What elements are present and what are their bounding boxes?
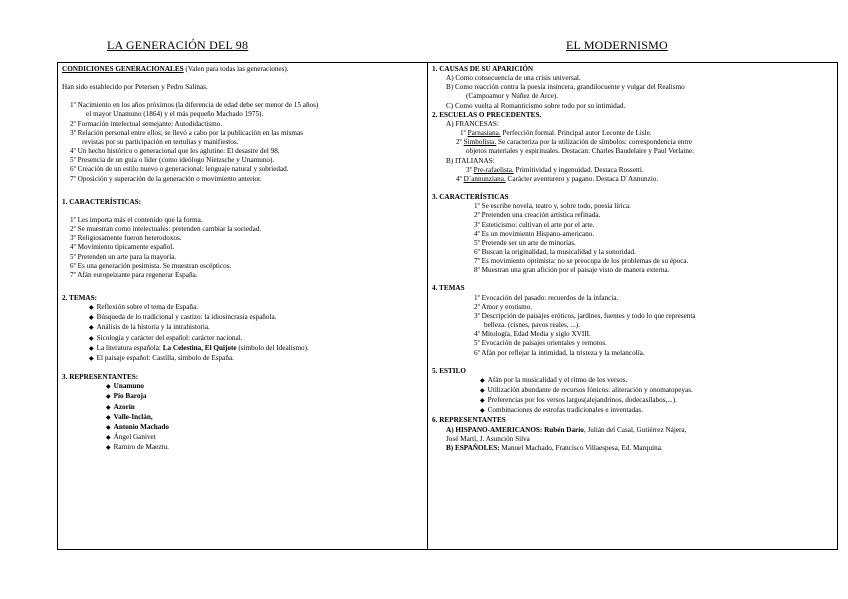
diamond-bullet-icon: ◆ xyxy=(89,315,94,322)
diamond-bullet-icon: ◆ xyxy=(106,404,111,411)
conditions-heading xyxy=(62,65,423,74)
theme-item-literature: ◆ La literatura española: La Celestina, El Quijote (símbolo del Idealismo). xyxy=(89,343,309,352)
characteristic-item: 4º Movimiento típicamente español. xyxy=(70,243,175,252)
representatives-hispano: A) HISPANO-AMERICANOS: Rubén Darío, Julián del Casal, Gutiérrez Nájera, xyxy=(446,425,687,434)
diamond-bullet-icon: ◆ xyxy=(480,398,485,405)
established-text: Han sido establecido por Petersen y Pedro Salinas. xyxy=(62,83,208,92)
characteristic-item: 2º Pretenden una creación artística refinada. xyxy=(474,211,601,220)
theme-item: ◆ Búsqueda de lo tradicional y castizo: la idiosincrasia española. xyxy=(89,313,277,322)
condition-item: 2º Formación intelectual semejante: Autodidactismo. xyxy=(70,119,223,128)
diamond-bullet-icon: ◆ xyxy=(106,445,111,452)
school-simbolista-cont: objetos materiales y espirituales. Destacan: Charles Baudelaire y Paul Verlaine. xyxy=(466,147,694,156)
themes-title-98: 2. TEMAS: xyxy=(62,293,98,302)
condition-item: el mayor Unamuno (1864) y el más pequeño Machado 1975). xyxy=(86,110,264,119)
representatives-title-98: 3. REPRESENTANTES: xyxy=(62,373,139,382)
representative-item: ◆ Ángel Ganivet xyxy=(106,433,156,441)
characteristic-item: 8º Muestran una gran afición por el paisaje visto de manera externa. xyxy=(474,266,670,275)
theme-item: 6º Afán por reflejar la intimidad, la tristeza y la melancolía. xyxy=(474,348,645,357)
theme-item: ◆ Reflexión sobre el tema de España. xyxy=(89,303,199,312)
school-parnasiana: 1º Parnasiana. Perfección formal. Principal autor Leconte de Lisle. xyxy=(460,129,652,138)
characteristic-item: 6º Buscan la originalidad, la musicalidad y la sonoridad. xyxy=(474,247,636,256)
left-column xyxy=(58,63,428,550)
characteristic-item: 3º Religiosamente fueron heterodoxos. xyxy=(70,234,182,243)
diamond-bullet-icon: ◆ xyxy=(89,305,94,312)
diamond-bullet-icon: ◆ xyxy=(480,377,485,384)
conditions-note: (Valen para todas las generaciones). xyxy=(183,65,289,73)
representative-item: ◆ Pío Baroja xyxy=(106,392,147,401)
school-prerafaelista: 3º Pre-rafaelista. Primitividad y ingenuidad. Destaca Rossetti. xyxy=(466,165,644,174)
diamond-bullet-icon: ◆ xyxy=(106,394,111,401)
condition-item: 5º Presencia de un guía o líder (como ideólogo Nietzsche y Unamuno). xyxy=(70,156,275,165)
diamond-bullet-icon: ◆ xyxy=(106,414,111,421)
diamond-bullet-icon: ◆ xyxy=(480,408,485,415)
diamond-bullet-icon: ◆ xyxy=(89,345,94,352)
representatives-hispano-cont: José Martí, J. Asunción Silva xyxy=(446,434,530,443)
condition-item: 4º Un hecho histórico o generacional que les aglutine: El desastre del 98. xyxy=(70,147,280,156)
style-item: ◆ Combinaciones de estrofas tradicionales e inventadas. xyxy=(480,406,643,415)
cause-item: B) Como reacción contra la poesía insincera, grandilocuente y vulgar del Realismo xyxy=(446,83,685,92)
representative-item: ◆ Antonio Machado xyxy=(106,422,169,431)
representative-item: ◆ Azorín xyxy=(106,402,135,411)
school-simbolista: 2º Simbolista. Se caracteriza por la utilización de símbolos: correspondencia entre xyxy=(456,138,692,147)
representative-item: ◆ Ramiro de Maeztu. xyxy=(106,443,169,452)
theme-item: ◆ Sicología y carácter del español: carácter nacional. xyxy=(89,333,243,342)
theme-item: 3º Descripción de paisajes eróticos, jardines, fuentes y todo lo que representa xyxy=(474,311,696,320)
characteristic-item: 7º Es movimiento optimista: no se preocupa de los problemas de su época. xyxy=(474,257,689,266)
theme-item: ◆ El paisaje español: Castilla, símbolo de España. xyxy=(89,353,234,362)
condition-item: 3º Relación personal entre ellos; se llevó a cabo por la publicación en las mismas xyxy=(70,128,303,137)
school-group-italian: B) ITALIANAS: xyxy=(446,156,495,165)
causes-title: 1. CAUSAS DE SU APARICIÓN xyxy=(432,65,534,73)
theme-item: ◆ Análisis de la historia y la intrahistoria. xyxy=(89,323,210,332)
characteristic-item: 1º Se escribe novela, teatro y, sobre todo, poesía lírica. xyxy=(474,202,631,211)
condition-item: 1º Nacimiento en los años próximos (la diferencia de edad debe ser menor de 15 años) xyxy=(70,101,319,110)
style-item: ◆ Preferencias por los versos largos(alejandrinos, dodecasílabos,...). xyxy=(480,396,677,405)
condition-item: revistas por su participación en tertulias y manifiestos. xyxy=(82,137,239,146)
diamond-bullet-icon: ◆ xyxy=(89,355,94,362)
comparison-table xyxy=(57,62,838,550)
theme-item: 2º Amor y erotismo. xyxy=(474,302,533,311)
school-group-french: A) FRANCESAS: xyxy=(446,119,499,128)
characteristics-title-modernism: 3. CARACTERÍSTICAS xyxy=(432,193,509,202)
diamond-bullet-icon: ◆ xyxy=(106,424,111,431)
diamond-bullet-icon: ◆ xyxy=(106,384,111,391)
style-item: ◆ Utilización abundante de recursos fónicos: aliteración y onomatopeyas. xyxy=(480,386,693,394)
heading-modernismo: EL MODERNISMO xyxy=(566,38,668,52)
right-column xyxy=(428,63,838,550)
representatives-espanoles: B) ESPAÑOLES: Manuel Machado, Francisco Villaespesa, Ed. Marquina. xyxy=(446,443,663,452)
characteristic-item: 5º Pretende ser un arte de minorías. xyxy=(474,238,576,247)
heading-generacion-98: LA GENERACIÓN DEL 98 xyxy=(107,38,249,52)
characteristic-item: 2º Se muestran como intelectuales: pretenden cambiar la sociedad. xyxy=(70,225,262,234)
cause-item: C) Como vuelta al Romanticismo sobre todo por su intimidad. xyxy=(446,101,626,110)
representative-item: ◆ Unamuno xyxy=(106,382,144,391)
condition-item: 6º Creación de un estilo nuevo o generacional: lenguaje natural y sobriedad. xyxy=(70,165,289,174)
theme-item: 1º Evocación del pasado: recuerdos de la infancia. xyxy=(474,293,619,302)
characteristic-item: 6º Es una generación pesimista. Se muestran escépticos. xyxy=(70,261,232,270)
diamond-bullet-icon: ◆ xyxy=(89,325,94,332)
characteristics-title-98: 1. CARACTERÍSTICAS: xyxy=(62,197,142,206)
cause-item: A) Como consecuencia de una crisis universal. xyxy=(446,74,581,83)
conditions-title: CONDICIONES GENERACIONALES xyxy=(62,65,184,73)
characteristic-item: 4º Es un movimiento Hispano-americano. xyxy=(474,229,595,238)
theme-item: 5º Evocación de paisajes orientales y remotos. xyxy=(474,339,607,348)
themes-title-modernism: 4. TEMAS xyxy=(432,284,465,293)
representative-item: ◆ Valle-Inclán, xyxy=(106,412,153,421)
theme-item-cont: belleza. (cisnes, pavos reales, ...). xyxy=(484,321,580,330)
diamond-bullet-icon: ◆ xyxy=(89,335,94,342)
characteristic-item: 3º Esteticismo: cultivan el arte por el arte. xyxy=(474,220,595,229)
theme-item: 4º Mitología, Edad Media y siglo XVIII. xyxy=(474,330,591,339)
diamond-bullet-icon: ◆ xyxy=(106,435,111,441)
school-dannunziana: 4º D´annunziana. Carácter aventurero y pagano. Destaca D´Annunzio. xyxy=(456,174,659,183)
style-title: 5. ESTILO xyxy=(432,366,466,375)
characteristic-item: 5º Pretenden un arte para la mayoría. xyxy=(70,252,177,261)
schools-title: 2. ESCUELAS O PRECEDENTES. xyxy=(432,110,542,119)
condition-item: 7º Oposición y superación de la generación o movimiento anterior. xyxy=(70,174,262,183)
style-item: ◆ Afán por la musicalidad y el ritmo de los versos. xyxy=(480,375,628,384)
representatives-title-modernism: 6. REPRESENTANTES xyxy=(432,416,506,425)
cause-item: (Campoamor y Núñez de Arce). xyxy=(466,92,559,101)
characteristic-item: 1º Les importa más el contenido que la forma. xyxy=(70,215,203,224)
characteristic-item: 7º Afán europeizante para regenerar España. xyxy=(70,270,198,279)
diamond-bullet-icon: ◆ xyxy=(480,388,485,394)
